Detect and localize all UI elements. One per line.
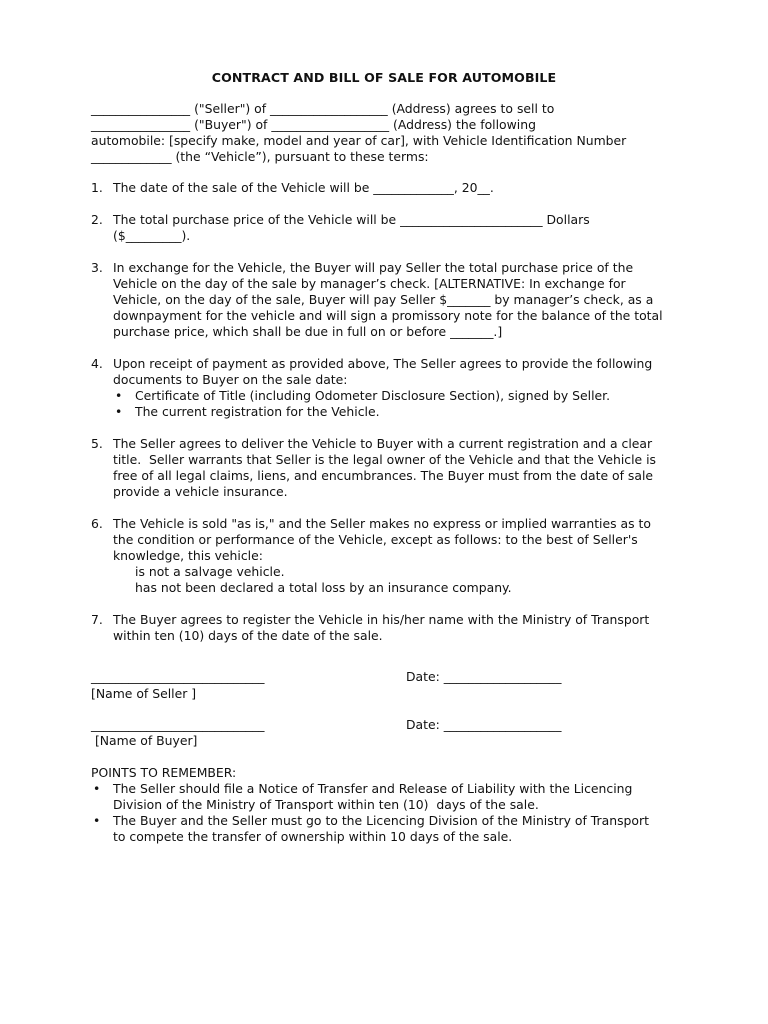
clause-line: The Vehicle is sold "as is," and the Seller makes no express or implied warranties as to (113, 516, 651, 531)
points-list (91, 781, 691, 845)
clause-line: The date of the sale of the Vehicle will be _____________, 20__. (113, 180, 494, 195)
clause-line: Vehicle, on the day of the sale, Buyer will pay Seller $_______ by manager’s check, as a (113, 292, 654, 307)
clause-line: The total purchase price of the Vehicle will be _______________________ Dollars (113, 212, 590, 227)
intro-paragraph (91, 101, 691, 165)
clause-line: documents to Buyer on the sale date: (113, 372, 348, 387)
clause-3 (91, 260, 691, 340)
clause-line: within ten (10) days of the date of the sale. (113, 628, 383, 643)
point-line: to compete the transfer of ownership within 10 days of the sale. (113, 829, 513, 844)
clause-line: purchase price, which shall be due in full on or before _______.] (113, 324, 503, 339)
point-line: • The Seller should file a Notice of Transfer and Release of Liability with the Licencing (113, 781, 633, 796)
clause-list (91, 180, 691, 660)
clause-6 (91, 516, 691, 596)
clause-number: 7. (91, 612, 103, 627)
clause-line: provide a vehicle insurance. (113, 484, 288, 499)
clause-line: In exchange for the Vehicle, the Buyer will pay Seller the total purchase price of the (113, 260, 634, 275)
clause-number: 4. (91, 356, 103, 371)
intro-line: ________________ ("Seller") of ___________________ (Address) agrees to sell to (91, 101, 555, 116)
bullet-item: • Certificate of Title (including Odometer Disclosure Section), signed by Seller. (113, 388, 691, 404)
intro-line: ________________ ("Buyer") of ___________________ (Address) the following (91, 117, 536, 132)
points-to-remember (91, 765, 691, 845)
document-bullet-list (113, 388, 691, 420)
seller-date: Date: ___________________ (406, 669, 562, 684)
clause-line: Vehicle on the day of the sale by manager’s check. [ALTERNATIVE: In exchange for (113, 276, 626, 291)
clause-5 (91, 436, 691, 500)
clause-number: 2. (91, 212, 103, 227)
point-line: Division of the Ministry of Transport within ten (10) days of the sale. (113, 797, 539, 812)
clause-2 (91, 212, 691, 244)
clause-number: 6. (91, 516, 103, 531)
buyer-signature-line: ____________________________ (91, 717, 265, 732)
document-title: CONTRACT AND BILL OF SALE FOR AUTOMOBILE (211, 70, 557, 85)
clause-line: title. Seller warrants that Seller is the legal owner of the Vehicle and that the Vehicle is (113, 452, 657, 467)
seller-signature-line: ____________________________ (91, 669, 265, 684)
point-item (91, 781, 691, 813)
clause-line: knowledge, this vehicle: (113, 548, 263, 563)
clause-number: 1. (91, 180, 103, 195)
buyer-date: Date: ___________________ (406, 717, 562, 732)
seller-name-label: [Name of Seller ] (91, 686, 197, 701)
clause-7 (91, 612, 691, 644)
point-item (91, 813, 691, 845)
clause-number: 5. (91, 436, 103, 451)
clause-line: The Seller agrees to deliver the Vehicle to Buyer with a current registration and a clear (113, 436, 653, 451)
warranty-line: has not been declared a total loss by an insurance company. (135, 580, 512, 595)
clause-line: Upon receipt of payment as provided above, The Seller agrees to provide the following (113, 356, 653, 371)
buyer-name-label: [Name of Buyer] (91, 733, 198, 748)
intro-line: _____________ (the “Vehicle”), pursuant to these terms: (91, 149, 429, 164)
clause-line: free of all legal claims, liens, and encumbrances. The Buyer must from the date of sale (113, 468, 654, 483)
warranty-line: is not a salvage vehicle. (135, 564, 285, 579)
intro-line: automobile: [specify make, model and year of car], with Vehicle Identification Number (91, 133, 627, 148)
points-heading: POINTS TO REMEMBER: (91, 765, 237, 780)
clause-1 (91, 180, 691, 196)
clause-line: The Buyer agrees to register the Vehicle in his/her name with the Ministry of Transport (113, 612, 650, 627)
clause-line: the condition or performance of the Vehicle, except as follows: to the best of Seller's (113, 532, 638, 547)
clause-number: 3. (91, 260, 103, 275)
clause-4 (91, 356, 691, 420)
clause-line: ($_________). (113, 228, 191, 243)
point-line: • The Buyer and the Seller must go to the Licencing Division of the Ministry of Transport (113, 813, 649, 828)
bullet-item: • The current registration for the Vehicle. (113, 404, 691, 420)
clause-line: downpayment for the vehicle and will sign a promissory note for the balance of the total (113, 308, 663, 323)
